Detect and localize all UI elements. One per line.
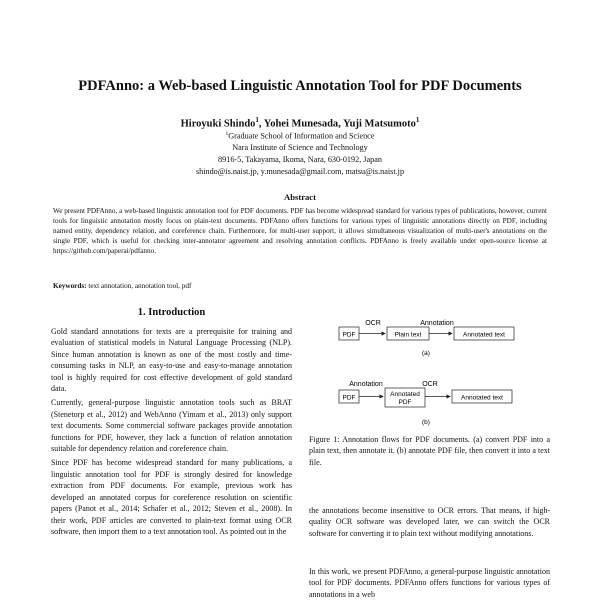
pdf-box-label: PDF — [342, 394, 356, 402]
author-list: Hiroyuki Shindo$^1$, Yohei Munesada, Yuji Matsumoto$^1$ — [180, 116, 420, 130]
paragraph: Gold standard annotations for texts are a prerequisite for training and evaluation of statistical models in Natural Language Processing (NLP). Since human annotation is known as one of the most costly and time-consuming tasks in NLP, an easy-to-use and easy-to-manage annotation tool is highly required for cost effective development of gold standard data. — [51, 327, 292, 394]
subfigure-label-a: (a) — [422, 350, 430, 357]
affiliation-block — [0, 129, 600, 177]
step-label-annotation: Annotation — [349, 381, 383, 388]
pdf-box-label: PDF — [342, 331, 356, 339]
author-emails: shindo@is.naist.jp, y.munesada@gmail.com, matsu@is.naist.jp — [195, 166, 405, 176]
author-affil-mark: 1 — [255, 116, 259, 124]
affil-mark: 1 — [225, 131, 229, 137]
author-name: Hiroyuki Shindo — [180, 118, 256, 130]
paragraph: Currently, general-purpose linguistic annotation tools such as BRAT (Stenetorp et al., 2012) and WebAnno (Yimam et al., 2013) only support text documents. Some commercial software packages provide annotation functions for PDF, however, they lack a function of relation annotation suitable for dependency relation and coreference chain. — [51, 398, 292, 454]
step-label-ocr: OCR — [422, 381, 438, 388]
paragraph: Since PDF has become widespread standard for many publications, a linguistic annotation tool for PDF is strongly desired for knowledge extraction from PDF documents. For example, previous work has developed an annotated corpus for coreference resolution on scientific papers (Panot et al., 2014; Schafer et al., 2012; Steven et al., 2008). In their work, PDF articles are converted to plain-text format using OCR software, then import them to a text annotation tool. As pointed out in the — [51, 458, 292, 536]
keywords-text: text annotation, annotation tool, pdf — [88, 282, 192, 290]
paper-title: PDFAnno: a Web-based Linguistic Annotation Tool for PDF Documents — [78, 78, 522, 94]
annotated-pdf-box-label-line2: PDF — [398, 399, 412, 406]
figure-caption: Figure 1: Annotation flows for PDF documents. (a) convert PDF into a plain text, then annotate it. (b) annotate PDF file, then convert it into a text file. — [309, 435, 550, 467]
affiliation-line: 8916-5, Takayama, Ikoma, Nara, 630-0192, Japan — [218, 154, 382, 164]
plain-text-box-label: Plain text — [394, 331, 422, 339]
author-name: Yohei Munesada — [263, 118, 339, 130]
keywords-label: Keywords: — [53, 282, 87, 290]
paragraph: In this work, we present PDFAnno, a general-purpose linguistic annotation tool for PDF documents. PDFAnno offers functions for various types of annotations in a web — [309, 567, 550, 599]
step-label-ocr: OCR — [365, 320, 381, 327]
abstract-heading: Abstract — [284, 192, 316, 202]
abstract-text: We present PDFAnno, a web-based linguistic annotation tool for PDF documents. PDF has become widespread standard for various types of publications, however, current tools for linguistic annotation mostly focus on plain-text documents. PDFAnno offers functions for various types of linguistic annotations directly on PDF, including named entity, dependency relation, and coreference chain. Furthermore, for multi-user support, it allows simultaneous visualization of multi-user's annotations on the single PDF, which is useful for checking inter-annotator agreement and resolving annotation conflicts. PDFAnno is freely available under open-source license at https://github.com/paperai/pdfanno. — [53, 207, 547, 255]
section-heading-introduction: 1. Introduction — [137, 307, 206, 318]
paragraph: the annotations become insensitive to OCR errors. That means, if high-quality OCR software was developed later, we can switch the OCR software for converting it to plain text without modifying annotations. — [309, 506, 550, 538]
author-name: Yuji Matsumoto — [343, 118, 416, 130]
step-label-annotation: Annotation — [420, 320, 454, 327]
subfigure-label-b: (b) — [422, 419, 430, 426]
figure-annotation-flows — [309, 318, 550, 430]
affiliation-line: Nara Institute of Science and Technology — [232, 143, 368, 153]
annotated-text-box-label: Annotated text — [461, 394, 503, 402]
annotated-pdf-box-label-line1: Annotated — [390, 391, 420, 398]
author-affil-mark: 1 — [415, 116, 420, 124]
affiliation-line: Graduate School of Information and Science — [228, 131, 375, 141]
annotated-text-box-label: Annotated text — [463, 331, 505, 339]
left-column-text — [51, 326, 292, 540]
keywords-line — [53, 282, 547, 290]
